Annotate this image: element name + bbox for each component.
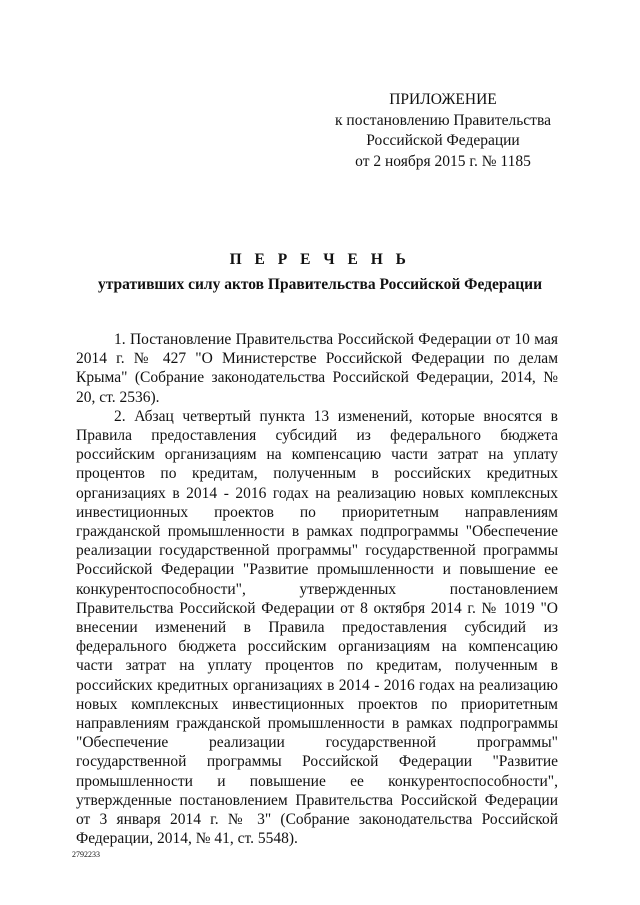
list-item: 1. Постановление Правительства Российской Федерации от 10 мая 2014 г. № 427 "О Министерстве Российской Федерации по делам Крыма" (Собрание законодательства Российской Федерации, 2014, № 20, ст. 2536).: [76, 331, 558, 406]
document-body: [76, 330, 558, 848]
appendix-date-number: от 2 ноября 2015 г. № 1185: [355, 152, 531, 170]
appendix-reference-line: Российской Федерации: [366, 132, 520, 149]
document-subtitle: утративших силу актов Правительства Российской Федерации: [98, 276, 542, 293]
appendix-label: ПРИЛОЖЕНИЕ: [389, 91, 497, 108]
appendix-header: [320, 90, 566, 172]
list-item: 2. Абзац четвертый пункта 13 изменений, которые вносятся в Правила предоставления субсидий из федерального бюджета российским организациям на компенсацию части затрат на уплату процентов по кредитам, полученным в российских кредитных организациях в 2014 - 2016 годах на реализацию новых комплексных инвестиционных проектов по приоритетным направлениям гражданской промышленности в рамках подпрограммы "Обеспечение реализации государственной программы" государственной программы Российской Федерации "Развитие промышленности и повышение ее конкурентоспособности", утвержденных постановлением Правительства Российской Федерации от 8 октября 2014 г. № 1019 "О внесении изменений в Правила предоставления субсидий из федерального бюджета российским организациям на компенсацию части затрат на уплату процентов по кредитам, полученным в российских кредитных организациях в 2014 - 2016 годах на реализацию новых комплексных инвестиционных проектов по приоритетным направлениям гражданской промышленности в рамках подпрограммы "Обеспечение реализации государственной программы" государственной программы Российской Федерации "Развитие промышленности и повышение ее конкурентоспособности", утвержденные постановлением Правительства Российской Федерации от 3 января 2014 г. № 3" (Собрание законодательства Российской Федерации, 2014, № 41, ст. 5548).: [76, 407, 558, 848]
document-title: П Е Р Е Ч Е Н Ь: [229, 251, 411, 268]
appendix-reference-line: к постановлению Правительства: [335, 111, 551, 129]
document-code: 2792233: [72, 850, 100, 859]
